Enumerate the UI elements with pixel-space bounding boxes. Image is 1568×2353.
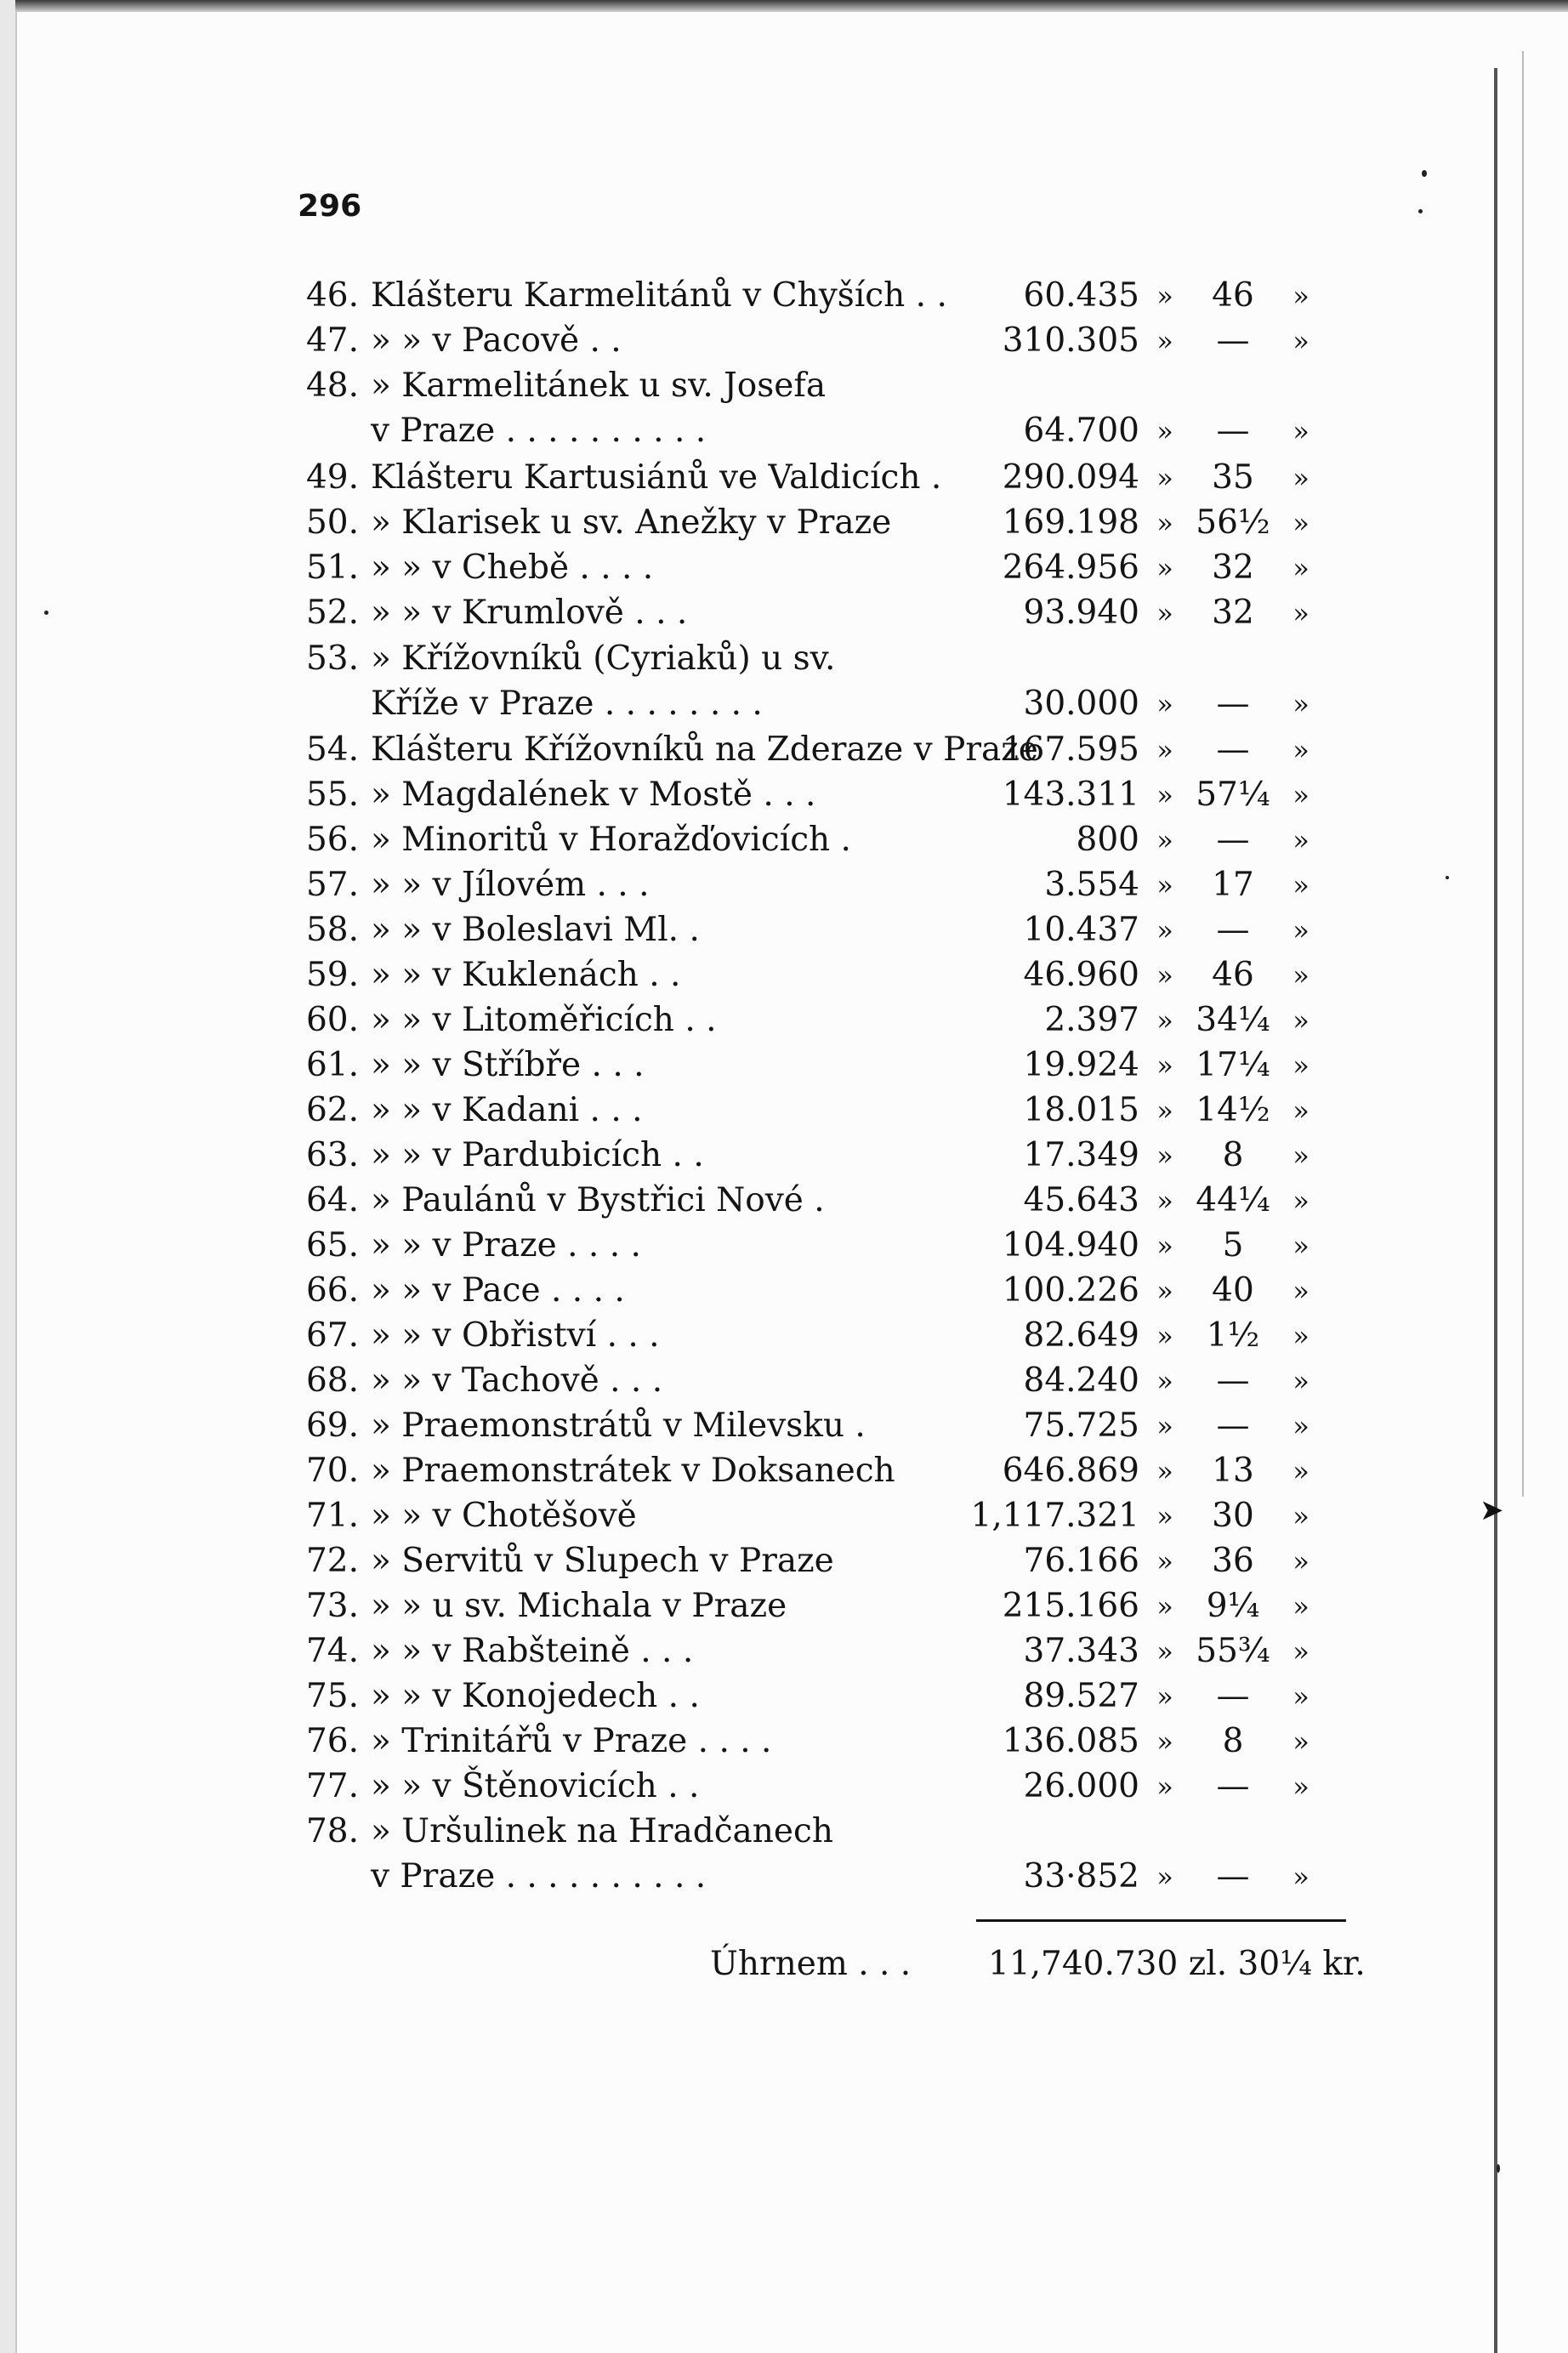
entry-name: » » v Konojedech . .: [371, 1677, 700, 1715]
entry-number: 55.: [305, 776, 359, 814]
entry-ditto-mark: »: [1292, 1320, 1310, 1352]
entry-name: » » v Rabšteině . . .: [371, 1632, 694, 1670]
entry-ditto-mark: »: [1292, 869, 1310, 901]
entry-number: 74.: [305, 1632, 359, 1670]
entry-amount: 13: [1212, 1452, 1254, 1490]
entry-ditto-mark: »: [1156, 779, 1173, 811]
entry-value: 18.015: [1023, 1091, 1139, 1129]
entry-ditto-mark: »: [1292, 824, 1310, 856]
margin-arrow-mark: ➤: [1480, 1493, 1504, 1527]
entry-name: » » v Praze . . . .: [371, 1226, 641, 1265]
entry-ditto-mark: »: [1156, 1500, 1173, 1532]
entry-ditto-mark: »: [1156, 1725, 1173, 1758]
entry-number: 68.: [305, 1361, 359, 1400]
entry-value: 290.094: [1002, 458, 1139, 497]
entry-amount: —: [1216, 685, 1250, 723]
entry-amount: 32: [1212, 548, 1254, 587]
entry-number: 77.: [305, 1767, 359, 1805]
entry-amount: 14½: [1196, 1091, 1270, 1129]
entry-number: 50.: [305, 503, 359, 542]
table-row: [0, 998, 1361, 1043]
table-row: [0, 1855, 1361, 1899]
entry-ditto-mark: »: [1156, 1140, 1173, 1172]
entry-amount: 8: [1222, 1136, 1244, 1174]
entry-value: 82.649: [1023, 1316, 1139, 1355]
entry-ditto-mark: »: [1292, 507, 1310, 539]
entry-name: » » v Chotěšově: [371, 1497, 637, 1535]
entry-name: » » v Boleslavi Ml. .: [371, 911, 700, 949]
entry-name: » Paulánů v Bystřici Nové .: [371, 1181, 825, 1219]
entry-amount: 35: [1212, 458, 1254, 497]
table-row: [0, 1043, 1361, 1088]
table-row: [0, 1314, 1361, 1358]
entry-name: » Minoritů v Horažďovicích .: [371, 821, 851, 859]
entry-ditto-mark: »: [1156, 914, 1173, 946]
entry-number: 57.: [305, 866, 359, 904]
entry-ditto-mark: »: [1292, 1770, 1310, 1803]
entry-ditto-mark: »: [1292, 1725, 1310, 1758]
table-row: [0, 773, 1361, 817]
entry-number: 53.: [305, 639, 359, 678]
table-row: [0, 1765, 1361, 1809]
entry-ditto-mark: »: [1292, 914, 1310, 946]
entry-value: 76.166: [1023, 1542, 1139, 1580]
entry-name: » » v Chebě . . . .: [371, 548, 654, 587]
entry-number: 52.: [305, 594, 359, 632]
entry-value: 89.527: [1023, 1677, 1139, 1715]
table-row: [0, 637, 1361, 681]
margin-speck: [1446, 876, 1449, 879]
table-row: [0, 682, 1361, 726]
entry-name: Klášteru Kartusiánů ve Valdicích .: [371, 458, 942, 497]
entry-name: » » v Pacově . .: [371, 321, 622, 360]
entry-name: » » v Krumlově . . .: [371, 594, 688, 632]
table-row: [0, 1584, 1361, 1628]
table-row: [0, 319, 1361, 363]
entry-name: » Servitů v Slupech v Praze: [371, 1542, 834, 1580]
entry-name: » » v Obřiství . . .: [371, 1316, 660, 1355]
entry-number: 71.: [305, 1497, 359, 1535]
entry-amount: —: [1216, 911, 1250, 949]
entry-name: » Uršulinek na Hradčanech: [371, 1812, 833, 1850]
entry-ditto-mark: »: [1292, 1185, 1310, 1217]
entry-number: 76.: [305, 1722, 359, 1760]
table-row: [0, 1088, 1361, 1133]
table-row: [0, 1404, 1361, 1448]
entry-ditto-mark: »: [1292, 1004, 1310, 1037]
entry-number: 51.: [305, 548, 359, 587]
entry-name: Klášteru Křížovníků na Zderaze v Praze: [371, 730, 1038, 769]
entry-amount: —: [1216, 1857, 1250, 1895]
entry-number: 46.: [305, 276, 359, 315]
entry-amount: 46: [1212, 956, 1254, 994]
table-row: [0, 1224, 1361, 1268]
table-row: [0, 591, 1361, 635]
table-row: [0, 1810, 1361, 1854]
entry-ditto-mark: »: [1292, 462, 1310, 494]
entry-value: 60.435: [1023, 276, 1139, 315]
entry-number: 70.: [305, 1452, 359, 1490]
entry-number: 56.: [305, 821, 359, 859]
entry-ditto-mark: »: [1156, 1049, 1173, 1082]
entry-name: » » v Tachově . . .: [371, 1361, 663, 1400]
entry-ditto-mark: »: [1292, 552, 1310, 584]
entry-number: 66.: [305, 1271, 359, 1310]
entry-ditto-mark: »: [1156, 1545, 1173, 1577]
entry-ditto-mark: »: [1156, 1455, 1173, 1487]
entry-ditto-mark: »: [1156, 734, 1173, 766]
table-row: [0, 1494, 1361, 1538]
entry-ditto-mark: »: [1156, 415, 1173, 447]
entry-ditto-mark: »: [1156, 1680, 1173, 1713]
margin-speck: [1497, 2164, 1500, 2173]
entry-ditto-mark: »: [1292, 280, 1310, 312]
entry-amount: 17¼: [1196, 1046, 1270, 1084]
entry-name: » » u sv. Michala v Praze: [371, 1587, 787, 1625]
entry-value: 37.343: [1023, 1632, 1139, 1670]
entry-amount: 32: [1212, 594, 1254, 632]
entry-value: 19.924: [1023, 1046, 1139, 1084]
entry-ditto-mark: »: [1156, 959, 1173, 992]
entry-amount: —: [1216, 821, 1250, 859]
page-gutter-line-faint: [1522, 51, 1524, 1497]
entry-ditto-mark: »: [1292, 1140, 1310, 1172]
entry-number: 47.: [305, 321, 359, 360]
entry-number: 60.: [305, 1001, 359, 1039]
entry-ditto-mark: »: [1156, 688, 1173, 720]
entry-name: » » v Stříbře . . .: [371, 1046, 645, 1084]
entry-number: 54.: [305, 730, 359, 769]
entry-value: 75.725: [1023, 1407, 1139, 1445]
entry-value: 33·852: [1023, 1857, 1139, 1895]
table-row: [0, 1179, 1361, 1223]
entry-value: 104.940: [1002, 1226, 1139, 1265]
entry-value: 10.437: [1023, 911, 1139, 949]
entry-ditto-mark: »: [1156, 1320, 1173, 1352]
entry-amount: —: [1216, 321, 1250, 360]
entry-name: » » v Kadani . . .: [371, 1091, 643, 1129]
table-row: [0, 908, 1361, 952]
entry-number: 58.: [305, 911, 359, 949]
entry-ditto-mark: »: [1292, 734, 1310, 766]
entry-name: » » v Pardubicích . .: [371, 1136, 704, 1174]
entry-ditto-mark: »: [1292, 1094, 1310, 1127]
entry-value: 143.311: [1002, 776, 1139, 814]
table-row: [0, 1359, 1361, 1403]
entry-amount: 17: [1212, 866, 1254, 904]
entry-number: 65.: [305, 1226, 359, 1265]
entry-ditto-mark: »: [1156, 552, 1173, 584]
entry-amount: 36: [1212, 1542, 1254, 1580]
table-row: [0, 274, 1361, 318]
entry-value: 100.226: [1002, 1271, 1139, 1310]
page-number: 296: [298, 189, 362, 224]
entry-ditto-mark: »: [1292, 1410, 1310, 1442]
entry-ditto-mark: »: [1292, 1635, 1310, 1668]
total-rule: [976, 1919, 1346, 1922]
entry-ditto-mark: »: [1156, 1094, 1173, 1127]
entry-amount: 57¼: [1196, 776, 1270, 814]
entry-number: 64.: [305, 1181, 359, 1219]
entry-value: 2.397: [1044, 1001, 1139, 1039]
entry-amount: 34¼: [1196, 1001, 1270, 1039]
entry-name: » Klarisek u sv. Anežky v Praze: [371, 503, 892, 542]
entry-value: 169.198: [1002, 503, 1139, 542]
entry-value: 310.305: [1002, 321, 1139, 360]
entry-value: 46.960: [1023, 956, 1139, 994]
entry-number: 61.: [305, 1046, 359, 1084]
table-row: [0, 1629, 1361, 1674]
entry-number: 49.: [305, 458, 359, 497]
entry-name: » » v Štěnovicích . .: [371, 1767, 700, 1805]
table-row: [0, 409, 1361, 453]
entry-ditto-mark: »: [1292, 1230, 1310, 1262]
entry-ditto-mark: »: [1156, 1635, 1173, 1668]
entry-ditto-mark: »: [1292, 597, 1310, 629]
entry-ditto-mark: »: [1292, 415, 1310, 447]
entry-amount: 55¾: [1196, 1632, 1270, 1670]
entry-ditto-mark: »: [1292, 1680, 1310, 1713]
entry-name: » Karmelitánek u sv. Josefa: [371, 367, 827, 405]
entry-ditto-mark: »: [1156, 1590, 1173, 1623]
entry-ditto-mark: »: [1292, 688, 1310, 720]
entry-value: 17.349: [1023, 1136, 1139, 1174]
table-row: [0, 953, 1361, 997]
entry-amount: 56½: [1196, 503, 1270, 542]
entry-ditto-mark: »: [1292, 1545, 1310, 1577]
entry-value: 84.240: [1023, 1361, 1139, 1400]
entry-ditto-mark: »: [1292, 325, 1310, 357]
entry-ditto-mark: »: [1156, 1230, 1173, 1262]
entry-ditto-mark: »: [1156, 1410, 1173, 1442]
entry-amount: 5: [1222, 1226, 1244, 1265]
entry-ditto-mark: »: [1292, 959, 1310, 992]
entry-ditto-mark: »: [1292, 1049, 1310, 1082]
entry-name: » Magdalének v Mostě . . .: [371, 776, 816, 814]
entry-name: » Trinitářů v Praze . . . .: [371, 1722, 772, 1760]
entry-value: 646.869: [1002, 1452, 1139, 1490]
table-row: [0, 1539, 1361, 1583]
entry-name: v Praze . . . . . . . . . .: [371, 1857, 707, 1895]
entry-value: 26.000: [1023, 1767, 1139, 1805]
entry-name: Kříže v Praze . . . . . . . .: [371, 685, 763, 723]
page-gutter-line: [1494, 68, 1497, 2353]
entry-value: 800: [1076, 821, 1139, 859]
entry-ditto-mark: »: [1156, 1004, 1173, 1037]
entry-ditto-mark: »: [1292, 1365, 1310, 1397]
total-row: [0, 1941, 1403, 1988]
entry-amount: —: [1216, 1677, 1250, 1715]
entry-number: 72.: [305, 1542, 359, 1580]
entry-amount: —: [1216, 730, 1250, 769]
entry-amount: 40: [1212, 1271, 1254, 1310]
total-label: Úhrnem . . .: [710, 1945, 912, 1983]
entry-ditto-mark: »: [1156, 507, 1173, 539]
entry-value: 30.000: [1023, 685, 1139, 723]
entry-ditto-mark: »: [1292, 1455, 1310, 1487]
table-row: [0, 818, 1361, 862]
entry-amount: 44¼: [1196, 1181, 1270, 1219]
entry-value: 167.595: [1002, 730, 1139, 769]
table-row: [0, 1449, 1361, 1493]
entry-ditto-mark: »: [1156, 1275, 1173, 1307]
entry-name: » Křížovníků (Cyriaků) u sv.: [371, 639, 836, 678]
entry-ditto-mark: »: [1292, 1861, 1310, 1893]
table-row: [0, 364, 1361, 408]
table-row: [0, 1134, 1361, 1178]
entry-ditto-mark: »: [1156, 462, 1173, 494]
entry-amount: 30: [1212, 1497, 1254, 1535]
entry-number: 62.: [305, 1091, 359, 1129]
entry-name: » Praemonstrátek v Doksanech: [371, 1452, 895, 1490]
entry-name: Klášteru Karmelitánů v Chyších . .: [371, 276, 947, 315]
entry-name: » » v Jílovém . . .: [371, 866, 650, 904]
entry-number: 69.: [305, 1407, 359, 1445]
entry-ditto-mark: »: [1292, 779, 1310, 811]
page-top-edge: [15, 0, 1568, 12]
entry-amount: 46: [1212, 276, 1254, 315]
entry-amount: —: [1216, 1767, 1250, 1805]
entry-name: » Praemonstrátů v Milevsku .: [371, 1407, 866, 1445]
entry-value: 93.940: [1023, 594, 1139, 632]
entry-number: 78.: [305, 1812, 359, 1850]
entry-value: 215.166: [1002, 1587, 1139, 1625]
margin-speck: [1422, 170, 1427, 177]
entry-value: 3.554: [1044, 866, 1139, 904]
margin-speck: [1418, 209, 1423, 213]
entry-name: » » v Litoměřicích . .: [371, 1001, 717, 1039]
table-row: [0, 546, 1361, 590]
entry-name: v Praze . . . . . . . . . .: [371, 412, 707, 450]
entry-ditto-mark: »: [1292, 1275, 1310, 1307]
entry-amount: 8: [1222, 1722, 1244, 1760]
entry-value: 136.085: [1002, 1722, 1139, 1760]
entry-amount: —: [1216, 1361, 1250, 1400]
entry-amount: —: [1216, 412, 1250, 450]
entry-name: » » v Pace . . . .: [371, 1271, 625, 1310]
entry-ditto-mark: »: [1156, 1365, 1173, 1397]
entry-ditto-mark: »: [1156, 1185, 1173, 1217]
entry-ditto-mark: »: [1156, 325, 1173, 357]
entry-value: 264.956: [1002, 548, 1139, 587]
entry-number: 59.: [305, 956, 359, 994]
entry-number: 75.: [305, 1677, 359, 1715]
entry-ditto-mark: »: [1292, 1500, 1310, 1532]
table-row: [0, 728, 1361, 772]
entry-value: 1,117.321: [970, 1497, 1139, 1535]
table-row: [0, 501, 1361, 545]
entry-ditto-mark: »: [1156, 869, 1173, 901]
entry-value: 64.700: [1023, 412, 1139, 450]
entry-number: 63.: [305, 1136, 359, 1174]
entry-ditto-mark: »: [1156, 597, 1173, 629]
table-row: [0, 1719, 1361, 1764]
entry-ditto-mark: »: [1292, 1590, 1310, 1623]
entry-ditto-mark: »: [1156, 824, 1173, 856]
entry-name: » » v Kuklenách . .: [371, 956, 681, 994]
entry-number: 67.: [305, 1316, 359, 1355]
entry-number: 73.: [305, 1587, 359, 1625]
entry-ditto-mark: »: [1156, 280, 1173, 312]
table-row: [0, 863, 1361, 907]
entry-amount: 9¼: [1206, 1587, 1260, 1625]
entry-value: 45.643: [1023, 1181, 1139, 1219]
entry-ditto-mark: »: [1156, 1770, 1173, 1803]
table-row: [0, 1674, 1361, 1719]
entry-number: 48.: [305, 367, 359, 405]
table-row: [0, 1269, 1361, 1313]
table-row: [0, 456, 1361, 500]
total-value: 11,740.730 zl. 30¼ kr.: [988, 1945, 1366, 1983]
entry-amount: 1½: [1206, 1316, 1260, 1355]
entry-amount: —: [1216, 1407, 1250, 1445]
entry-ditto-mark: »: [1156, 1861, 1173, 1893]
